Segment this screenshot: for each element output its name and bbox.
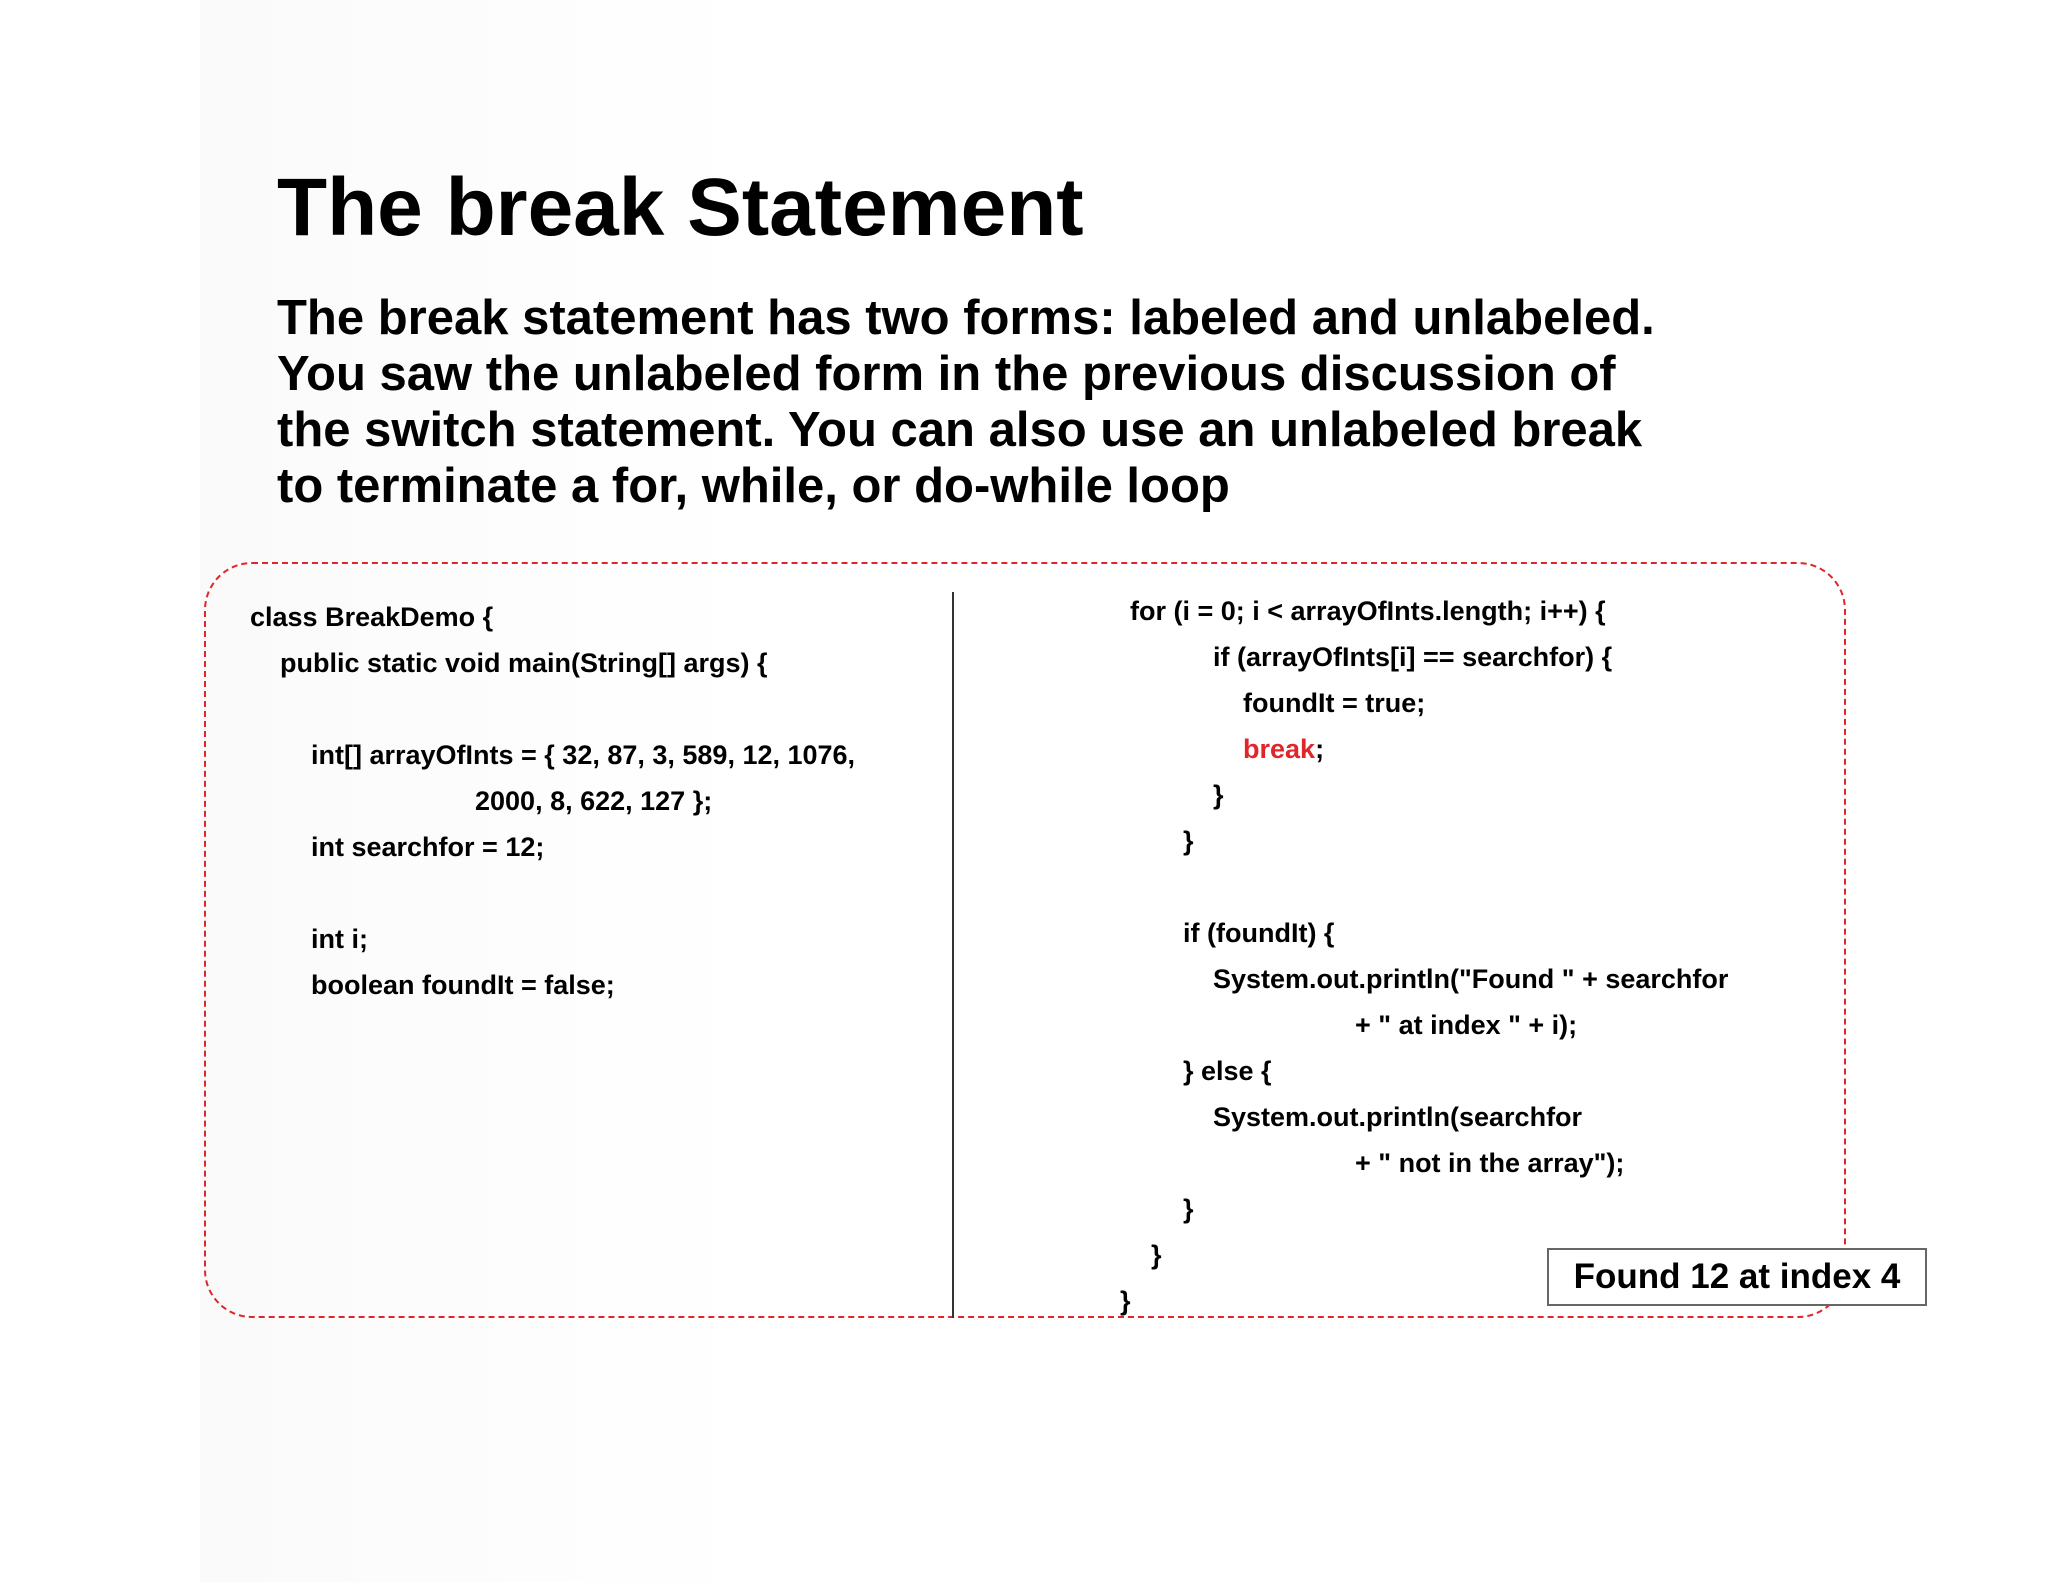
slide-title: The break Statement	[277, 162, 1084, 253]
code-line: public static void main(String[] args) {	[280, 648, 768, 678]
code-line: }	[1183, 1194, 1194, 1224]
intro-paragraph	[277, 290, 1777, 514]
code-line: int[] arrayOfInts = { 32, 87, 3, 589, 12, 1076,	[311, 740, 856, 770]
intro-line: the switch statement. You can also use an unlabeled break	[277, 403, 1643, 457]
code-line: + " not in the array");	[1355, 1148, 1625, 1178]
code-line: System.out.println(searchfor	[1213, 1102, 1583, 1132]
code-line: foundIt = true;	[1243, 688, 1426, 718]
code-line: + " at index " + i);	[1355, 1010, 1578, 1040]
code-line-break	[1243, 732, 1324, 766]
code-line: class BreakDemo {	[250, 602, 494, 632]
code-line: }	[1213, 780, 1224, 810]
intro-line: to terminate a for, while, or do-while loop	[277, 459, 1230, 513]
code-line: if (arrayOfInts[i] == searchfor) {	[1213, 642, 1613, 672]
code-line: boolean foundIt = false;	[311, 970, 615, 1000]
code-line: int searchfor = 12;	[311, 832, 545, 862]
break-keyword: break	[1243, 734, 1316, 764]
code-column-divider	[952, 592, 954, 1318]
intro-line: You saw the unlabeled form in the previous discussion of	[277, 347, 1616, 401]
code-line: System.out.println("Found " + searchfor	[1213, 964, 1729, 994]
code-line: }	[1120, 1286, 1131, 1316]
code-line: }	[1151, 1240, 1162, 1270]
code-line: } else {	[1183, 1056, 1272, 1086]
code-semicolon: ;	[1315, 734, 1325, 764]
code-line: 2000, 8, 622, 127 };	[475, 786, 713, 816]
intro-line: The break statement has two forms: labeled and unlabeled.	[277, 291, 1655, 345]
code-line: if (foundIt) {	[1183, 918, 1335, 948]
code-line: }	[1183, 826, 1194, 856]
code-line: int i;	[311, 924, 368, 954]
program-output-box: Found 12 at index 4	[1547, 1248, 1927, 1306]
code-line: for (i = 0; i < arrayOfInts.length; i++) {	[1130, 596, 1606, 626]
